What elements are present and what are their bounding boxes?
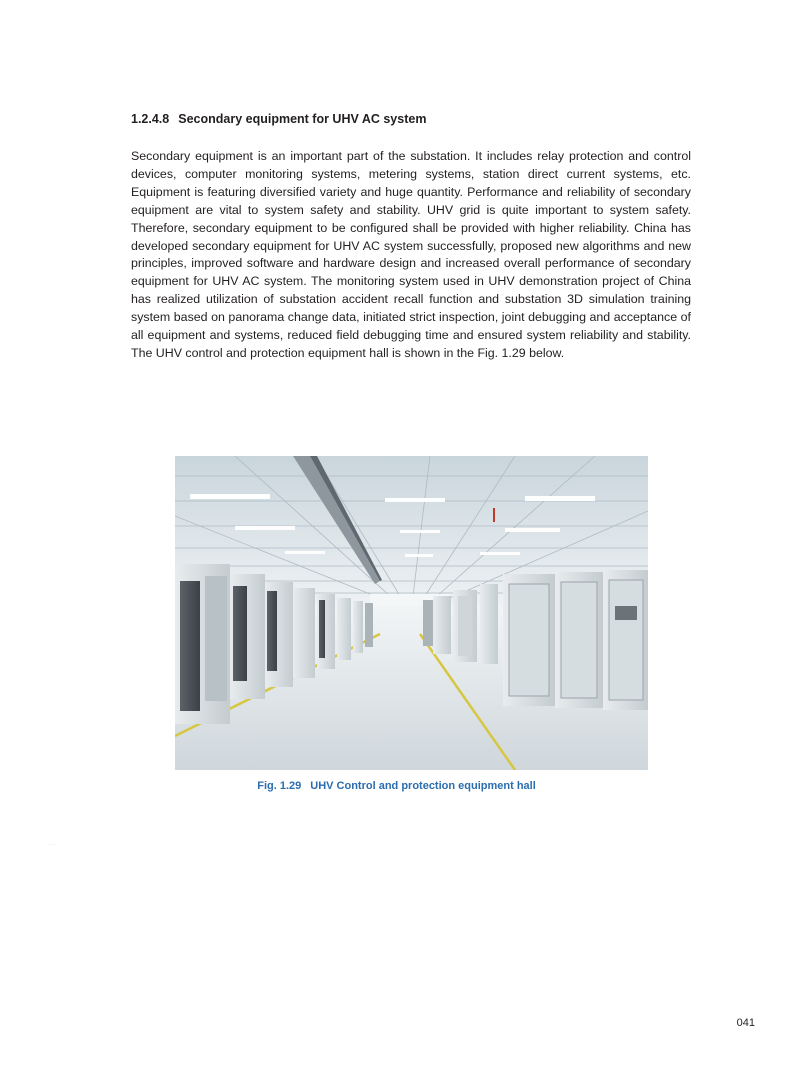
equipment-hall-photo (175, 456, 648, 770)
section-heading (131, 112, 426, 126)
figure-label: Fig. 1.29 (257, 780, 302, 792)
figure-caption-text: UHV Control and protection equipment hall (310, 780, 536, 792)
page-number: 041 (736, 1017, 755, 1029)
scan-speck: ··· (48, 842, 57, 848)
section-title: Secondary equipment for UHV AC system (178, 112, 427, 126)
figure-caption (0, 780, 793, 792)
body-paragraph: Secondary equipment is an important part of the substation. It includes relay protection and control devices, computer monitoring systems, metering systems, station direct current systems, etc. Equipment is featuring diversified variety and huge quantity. Performance and reliability of secondary equipment are vital to system safety and stability. UHV grid is quite important to system safety. Therefore, secondary equipment to be configured shall be provided with higher reliability. China has developed secondary equipment for UHV AC system successfully, proposed new algorithms and new principles, improved software and hardware design and increased overall performance of secondary equipment for UHV AC system. The monitoring system used in UHV demonstration project of China has realized utilization of substation accident recall function and substation 3D simulation training system based on panorama change data, initiated strict inspection, joint debugging and acceptance of all equipment and systems, reduced field debugging time and ensured system reliability and stability. The UHV control and protection equipment hall is shown in the Fig. 1.29 below. (131, 149, 691, 360)
section-number: 1.2.4.8 (131, 112, 170, 126)
